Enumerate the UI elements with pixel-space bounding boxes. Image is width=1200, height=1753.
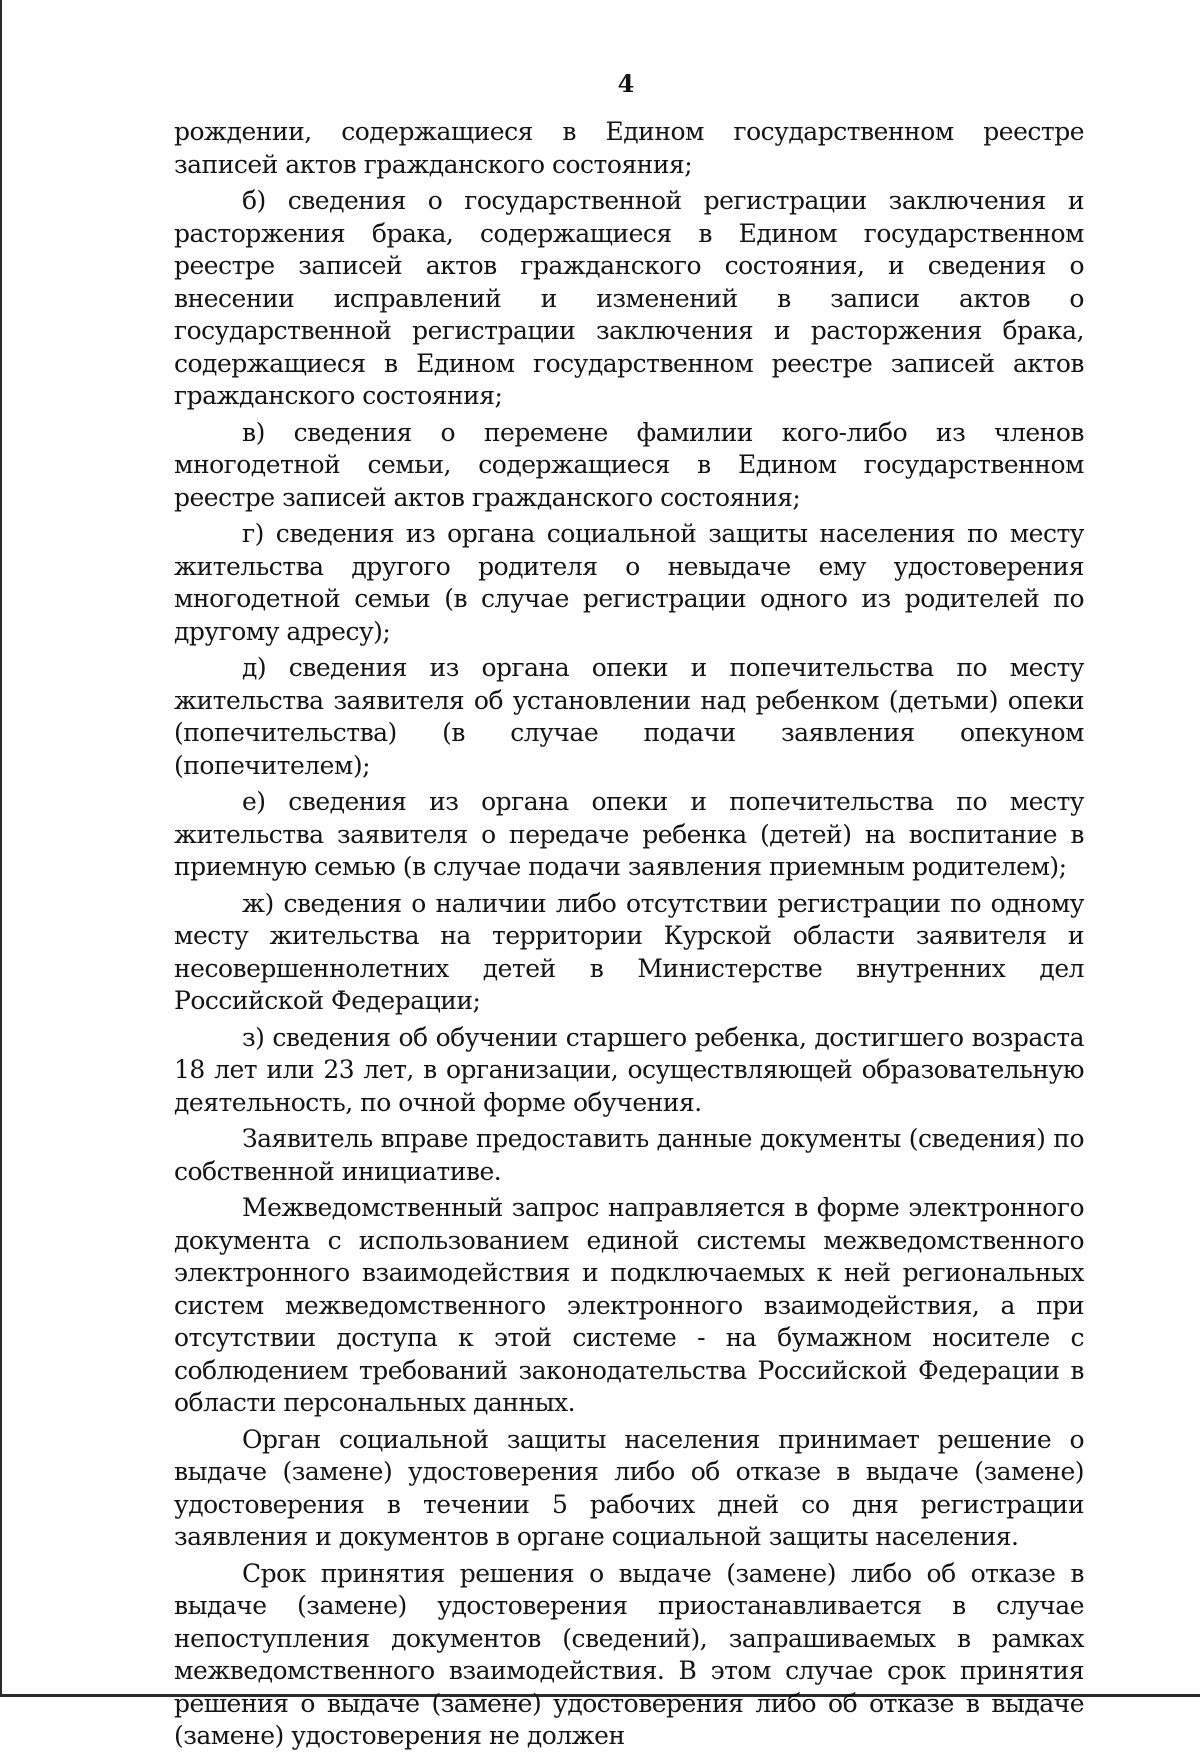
paragraph-item-g: г) сведения из органа социальной защиты населения по месту жительства другого родителя о невыдаче ему удостоверения многодетной семьи (в случае регистрации одного из родителей по другому адресу); — [174, 519, 1084, 646]
scan-border-left — [0, 0, 2, 1697]
paragraph-item-v: в) сведения о перемене фамилии кого-либо из членов многодетной семьи, содержащиеся в Едином государственном реестре записей актов гражданского состояния; — [174, 417, 1084, 512]
page-number: 4 — [617, 69, 635, 98]
paragraph-item-d: д) сведения из органа опеки и попечительства по месту жительства заявителя об установлении над ребенком (детьми) опеки (попечительства) (в случае подачи заявления опекуном (попечителем); — [174, 653, 1084, 780]
paragraph-item-z: з) сведения об обучении старшего ребенка, достигшего возраста 18 лет или 23 лет, в организации, осуществляющей образовательную деятельность, по очной форме обучения. — [174, 1022, 1084, 1117]
paragraph-term-suspension: Срок принятия решения о выдаче (замене) либо об отказе в выдаче (замене) удостоверения приостанавливается в случае непоступления документов (сведений), запрашиваемых в рамках межведомственного взаимодействия. В этом случае срок принятия решения о выдаче (замене) удостоверения либо об отказе в выдаче (замене) удостоверения не должен — [174, 1558, 1084, 1750]
paragraph-continuation: рождении, содержащиеся в Едином государственном реестре записей актов гражданского состояния; — [174, 117, 1084, 179]
paragraph-interagency-request: Межведомственный запрос направляется в форме электронного документа с использованием единой системы межведомственного электронного взаимодействия и подключаемых к ней региональных систем межведомственного электронного взаимодействия, а при отсутствии доступа к этой системе - на бумажном носителе с соблюдением требований законодательства Российской Федерации в области персональных данных. — [174, 1193, 1084, 1417]
paragraph-item-zh: ж) сведения о наличии либо отсутствии регистрации по одному месту жительства на территории Курской области заявителя и несовершеннолетних детей в Министерстве внутренних дел Российской Федерации; — [174, 888, 1084, 1015]
paragraph-own-initiative: Заявитель вправе предоставить данные документы (сведения) по собственной инициативе. — [174, 1124, 1084, 1186]
paragraph-decision-term: Орган социальной защиты населения принимает решение о выдаче (замене) удостоверения либо об отказе в выдаче (замене) удостоверения в течении 5 рабочих дней со дня регистрации заявления и документов в органе социальной защиты населения. — [174, 1424, 1084, 1551]
document-body — [174, 116, 1084, 1753]
paragraph-item-b: б) сведения о государственной регистрации заключения и расторжения брака, содержащиеся в Едином государственном реестре записей актов гражданского состояния, и сведения о внесении исправлений и изменений в записи актов о государственной регистрации заключения и расторжения брака, содержащиеся в Едином государственном реестре записей актов гражданского состояния; — [174, 186, 1084, 410]
paragraph-item-e: е) сведения из органа опеки и попечительства по месту жительства заявителя о передаче ребенка (детей) на воспитание в приемную семью (в случае подачи заявления приемным родителем); — [174, 787, 1084, 881]
